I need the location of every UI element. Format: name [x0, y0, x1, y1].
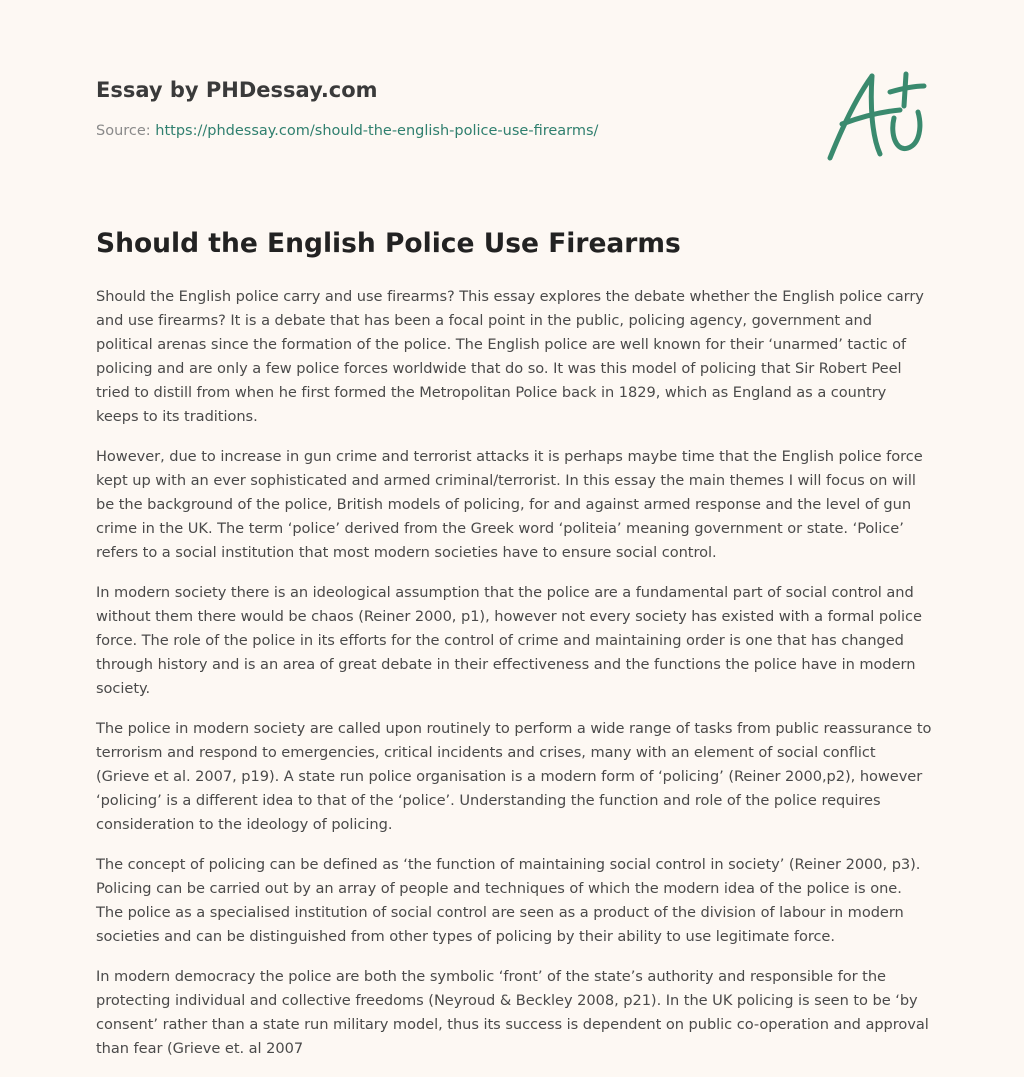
essay-paragraph: However, due to increase in gun crime and terrorist attacks it is perhaps maybe time that the English police force kept up with an ever sophisticated and armed criminal/terrorist. In this essay the main themes I will focus on will be the background of the police, British models of policing, for and against armed response and the level of gun crime in the UK. The term ‘police’ derived from the Greek word ‘politeia’ meaning government or state. ‘Police’ refers to a social institution that most modern societies have to ensure social control. — [96, 448, 923, 561]
source-link[interactable]: https://phdessay.com/should-the-english-police-use-firearms/ — [155, 123, 599, 139]
essay-paragraph: Should the English police carry and use firearms? This essay explores the debate whether the English police carry and use firearms? It is a debate that has been a focal point in the public, policing agency, government and political arenas since the formation of the police. The English police are well known for their ‘unarmed’ tactic of policing and are only a few police forces worldwide that do so. It was this model of policing that Sir Robert Peel tried to distill from when he first formed the Metropolitan Police back in 1829, which as England as a country keeps to its traditions. — [96, 288, 924, 425]
essay-paragraph: In modern democracy the police are both the symbolic ‘front’ of the state’s authority and responsible for the protecting individual and collective freedoms (Neyroud & Beckley 2008, p21). In the UK policing is seen to be ‘by consent’ rather than a state run military model, thus its success is dependent on public co-operation and approval than fear (Grieve et. al 2007 — [96, 968, 929, 1057]
brand-title: Essay by PHDessay.com — [96, 78, 378, 102]
a-plus-grade-icon — [820, 66, 932, 166]
essay-paragraph: In modern society there is an ideological assumption that the police are a fundamental part of social control and without them there would be chaos (Reiner 2000, p1), however not every society has existed with a formal police force. The role of the police in its efforts for the control of crime and maintaining order is one that has changed through history and is an area of great debate in their effectiveness and the functions the police have in modern society. — [96, 584, 922, 697]
essay-body — [96, 285, 932, 1077]
source-line — [96, 121, 796, 141]
essay-paragraph: The police in modern society are called upon routinely to perform a wide range of tasks from public reassurance to terrorism and respond to emergencies, critical incidents and crises, many with an element of social conflict (Grieve et al. 2007, p19). A state run police organisation is a modern form of ‘policing’ (Reiner 2000,p2), however ‘policing’ is a different idea to that of the ‘police’. Understanding the function and role of the police requires consideration to the ideology of policing. — [96, 720, 932, 833]
page-header — [96, 76, 796, 141]
essay-title: Should the English Police Use Firearms — [96, 228, 681, 259]
source-label: Source: — [96, 123, 156, 139]
essay-paragraph: The concept of policing can be defined as ‘the function of maintaining social control in society’ (Reiner 2000, p3). Policing can be carried out by an array of people and techniques of which the modern idea of the police is one. The police as a specialised institution of social control are seen as a product of the division of labour in modern societies and can be distinguished from other types of policing by their ability to use legitimate force. — [96, 856, 921, 945]
